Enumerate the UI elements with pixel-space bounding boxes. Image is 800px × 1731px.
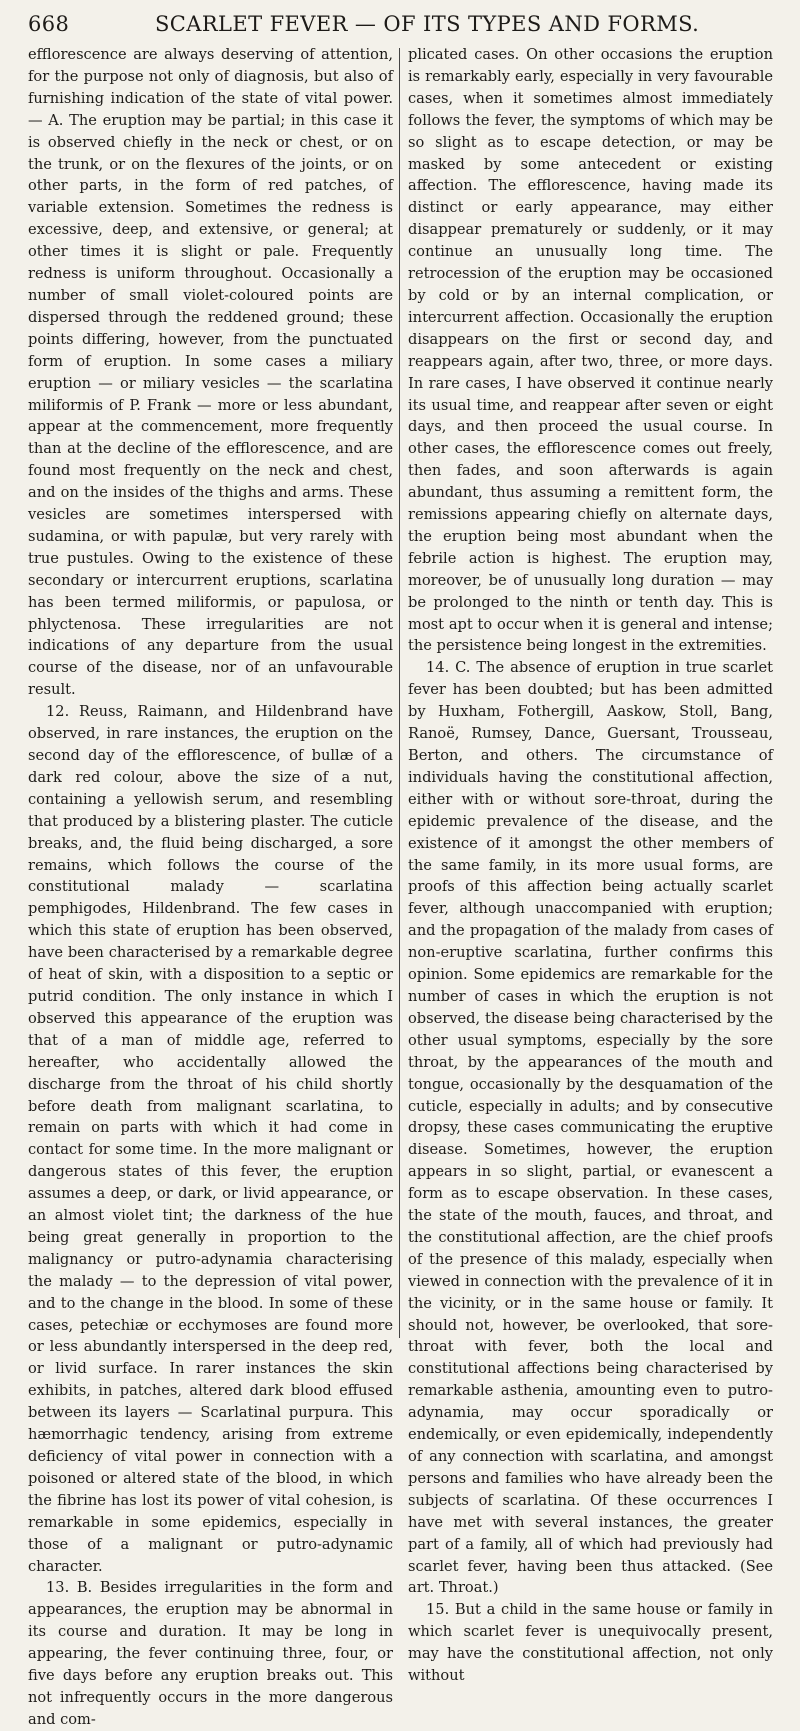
left-column (28, 44, 393, 1728)
paragraph: plicated cases. On other occasions the eruption is remarkably early, especially in very favourable cases, when it sometimes almost immediately follows the fever, the symptoms of which may be so slight as to escape detection, or may be masked by some antecedent or existing affection. The efflorescence, having made its distinct or early appearance, may either disappear prematurely or suddenly, or it may continue an unusually long time. The retrocession of the eruption may be occasioned by cold or by an internal complication, or intercurrent affection. Occasionally the eruption disappears on the first or second day, and reappears again, after two, three, or more days. In rare cases, I have observed it continue nearly its usual time, and reappear after seven or eight days, and then proceed the usual course. In other cases, the efflorescence comes out freely, then fades, and soon afterwards is again abundant, thus assuming a remittent form, the remissions appearing chiefly on alternate days, the eruption being most abundant when the febrile action is highest. The eruption may, moreover, be of unusually long duration — may be prolonged to the ninth or tenth day. This is most apt to occur when it is general and intense; the persistence being longest in the extremities. (408, 46, 773, 655)
running-title: SCARLET FEVER — OF ITS TYPES AND FORMS. (155, 12, 700, 36)
running-header (28, 8, 772, 42)
right-column (408, 44, 773, 1685)
paragraph: efflorescence are always deserving of attention, for the purpose not only of diagnosis, but also of furnishing indication of the state of vital power.— A. The eruption may be partial; in this case it is observed chiefly in the neck or chest, or on the trunk, or on the flexures of the joints, or on other parts, in the form of red patches, of variable extension. Sometimes the redness is excessive, deep, and extensive, or general; at other times it is slight or pale. Frequently redness is uniform throughout. Occasionally a number of small violet-coloured points are dispersed through the reddened ground; these points differing, however, from the punctuated form of eruption. In some cases a miliary eruption — or miliary vesicles — the scarlatina miliformis of P. Frank — more or less abundant, appear at the commencement, more frequently than at the decline of the efflorescence, and are found most frequently on the neck and chest, and on the insides of the thighs and arms. These vesicles are sometimes interspersed with sudamina, or with papulæ, but very rarely with true pustules. Owing to the existence of these secondary or intercurrent eruptions, scarlatina has been termed miliformis, or papulosa, or phlyctenosa. These irregularities are not indications of any departure from the usual course of the disease, nor of an unfavourable result. (28, 46, 393, 699)
paragraph: 13. B. Besides irregularities in the form and appearances, the eruption may be abnormal in its course and duration. It may be long in appearing, the fever continuing three, four, or five days before any eruption breaks out. This not infrequently occurs in the more dangerous and com- (28, 1579, 393, 1728)
paragraph: 15. But a child in the same house or family in which scarlet fever is unequivocally present, may have the constitutional affection, not only without (408, 1601, 773, 1685)
paragraph: 14. C. The absence of eruption in true scarlet fever has been doubted; but has been admitted by Huxham, Fothergill, Aaskow, Stoll, Bang, Ranoë, Rumsey, Dance, Guersant, Trousseau, Berton, and others. The circumstance of individuals having the constitutional affection, either with or without sore-throat, during the epidemic prevalence of the disease, and the existence of it amongst the other members of the same family, in its more usual forms, are proofs of this affection being actually scarlet fever, although unaccompanied with eruption; and the propagation of the malady from cases of non-eruptive scarlatina, further confirms this opinion. Some epidemics are remarkable for the number of cases in which the eruption is not observed, the disease being characterised by the other usual symptoms, especially by the sore throat, by the appearances of the mouth and tongue, occasionally by the desquamation of the cuticle, especially in adults; and by consecutive dropsy, these cases communicating the eruptive disease. Sometimes, however, the eruption appears in so slight, partial, or evanescent a form as to escape observation. In these cases, the state of the mouth, fauces, and throat, and the constitutional affection, are the chief proofs of the presence of this malady, especially when viewed in connection with the prevalence of it in the vicinity, or in the same house or family. It should not, however, be overlooked, that sore-throat with fever, both the local and constitutional affections being characterised by remarkable asthenia, amounting even to putro-adynamia, may occur sporadically or endemically, or even epidemically, independently of any connection with scarlatina, and amongst persons and families who have already been the subjects of scarlatina. Of these occurrences I have met with several instances, the greater part of a family, all of which had previously had scarlet fever, having been thus attacked. (See art. Throat.) (408, 659, 773, 1597)
page-number: 668 (28, 12, 70, 36)
column-divider (399, 48, 400, 1338)
paragraph: 12. Reuss, Raimann, and Hildenbrand have observed, in rare instances, the eruption on the second day of the efflorescence, of bullæ of a dark red colour, above the size of a nut, containing a yellowish serum, and resembling that produced by a blistering plaster. The cuticle breaks, and, the fluid being discharged, a sore remains, which follows the course of the constitutional malady — scarlatina pemphigodes, Hildenbrand. The few cases in which this state of eruption has been observed, have been characterised by a remarkable degree of heat of skin, with a disposition to a septic or putrid condition. The only instance in which I observed this appearance of the eruption was that of a man of middle age, referred to hereafter, who accidentally allowed the discharge from the throat of his child shortly before death from malignant scarlatina, to remain on parts with which it had come in contact for some time. In the more malignant or dangerous states of this fever, the eruption assumes a deep, or dark, or livid appearance, or an almost violet tint; the darkness of the hue being great generally in proportion to the malignancy or putro-adynamia characterising the malady — to the depression of vital power, and to the change in the blood. In some of these cases, petechiæ or ecchymoses are found more or less abundantly interspersed in the deep red, or livid surface. In rarer instances the skin exhibits, in patches, altered dark blood effused between its layers — Scarlatinal purpura. This hæmorrhagic tendency, arising from extreme deficiency of vital power in connection with a poisoned or altered state of the blood, in which the fibrine has lost its power of vital cohesion, is remarkable in some epidemics, especially in those of a malignant or putro-adynamic character. (28, 703, 393, 1575)
